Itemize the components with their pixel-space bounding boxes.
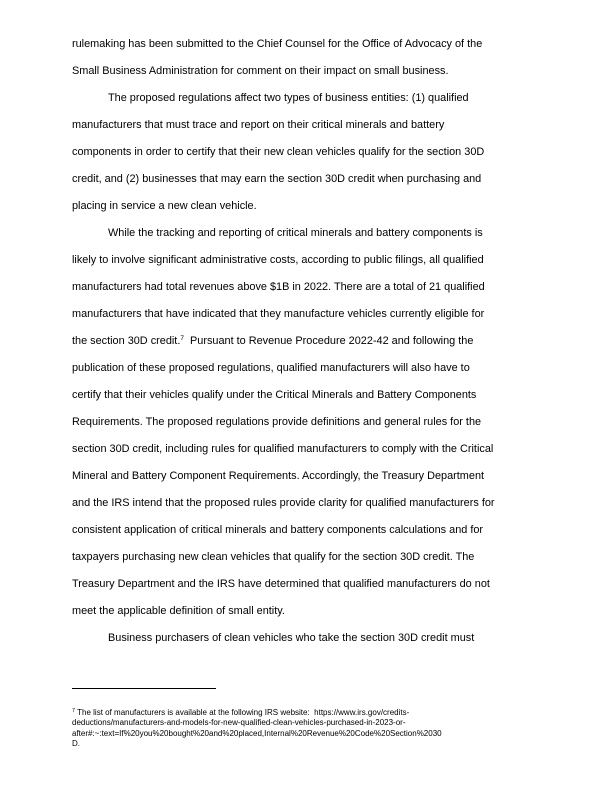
body-line-part: Pursuant to Revenue Procedure 2022-42 and following the	[183, 335, 474, 347]
footnote-url-line[interactable]: D.	[72, 738, 80, 748]
body-line: consistent application of critical minerals and battery components calculations and for	[72, 524, 484, 536]
body-line-part: the section 30D credit.	[72, 335, 181, 347]
body-line: Requirements. The proposed regulations provide definitions and general rules for the	[72, 416, 482, 428]
paragraph-start-line: Business purchasers of clean vehicles who take the section 30D credit must	[108, 632, 475, 644]
body-line: manufacturers that must trace and report on their critical minerals and battery	[72, 119, 445, 131]
paragraph-start-line: While the tracking and reporting of critical minerals and battery components is	[108, 227, 483, 239]
body-line: section 30D credit, including rules for qualified manufacturers to comply with the Critical	[72, 443, 494, 455]
footnote-url-line[interactable]: deductions/manufacturers-and-models-for-new-qualified-clean-vehicles-purchased-in-2023-or-	[72, 718, 406, 728]
body-line: Mineral and Battery Component Requirements. Accordingly, the Treasury Department	[72, 470, 485, 482]
body-line: Treasury Department and the IRS have determined that qualified manufacturers do not	[72, 578, 490, 590]
paragraph-start-line: The proposed regulations affect two types of business entities: (1) qualified	[108, 92, 469, 104]
body-line: publication of these proposed regulations, qualified manufacturers will also have to	[72, 362, 470, 374]
body-line: meet the applicable definition of small entity.	[72, 605, 285, 617]
body-line: rulemaking has been submitted to the Chief Counsel for the Office of Advocacy of the	[72, 38, 483, 50]
body-line-with-footnote	[72, 334, 473, 348]
footnote-mark: 7	[72, 708, 76, 714]
body-line: certify that their vehicles qualify under the Critical Minerals and Battery Components	[72, 389, 477, 401]
body-line: manufacturers that have indicated that they manufacture vehicles currently eligible for	[72, 308, 485, 320]
footnote-text: The list of manufacturers is available at the following IRS website: https://www.irs.gov/credits-	[75, 708, 410, 717]
body-line: likely to involve significant administrative costs, according to public filings, all qualified	[72, 254, 484, 266]
body-line: placing in service a new clean vehicle.	[72, 200, 257, 212]
body-line: manufacturers had total revenues above $1B in 2022. There are a total of 21 qualified	[72, 281, 485, 293]
footnote-line	[72, 708, 542, 718]
body-line: components in order to certify that their new clean vehicles qualify for the section 30D	[72, 146, 485, 158]
footnote	[72, 708, 542, 749]
body-line: taxpayers purchasing new clean vehicles that qualify for the section 30D credit. The	[72, 551, 475, 563]
footnote-url-line[interactable]: after#:~:text=If%20you%20bought%20and%20placed,Internal%20Revenue%20Code%20Section%2030	[72, 728, 442, 738]
body-line: Small Business Administration for comment on their impact on small business.	[72, 65, 449, 77]
footnote-reference[interactable]: 7	[180, 335, 184, 342]
footnote-divider	[72, 688, 216, 689]
body-line: and the IRS intend that the proposed rules provide clarity for qualified manufacturers for	[72, 497, 495, 509]
body-line: credit, and (2) businesses that may earn the section 30D credit when purchasing and	[72, 173, 482, 185]
